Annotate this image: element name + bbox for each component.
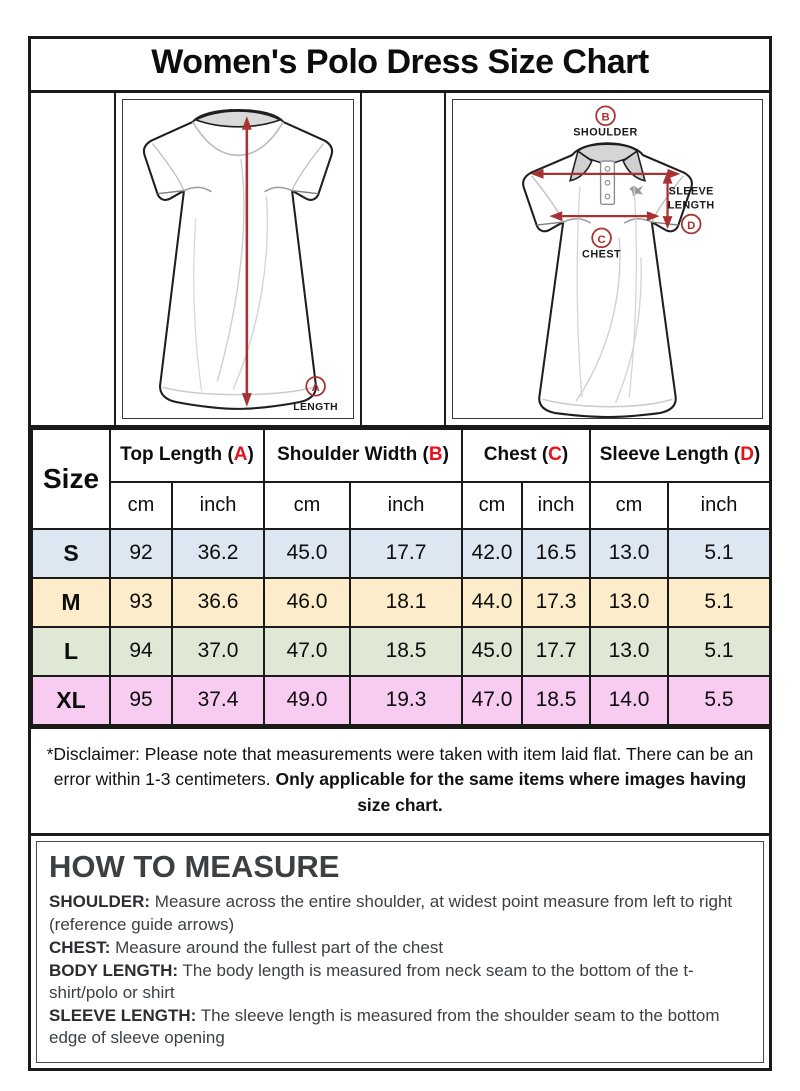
unit-header: inch (668, 482, 770, 529)
size-table (31, 428, 771, 726)
how-to-measure-heading: HOW TO MEASURE (49, 849, 340, 885)
col-header-top-length: Top Length (A) (110, 429, 264, 482)
illustration-left-gutter (31, 93, 116, 425)
cell-value: 45.0 (264, 529, 350, 578)
cell-value: 13.0 (590, 529, 668, 578)
cell-value: 47.0 (462, 676, 522, 725)
col-header-shoulder-width: Shoulder Width (B) (264, 429, 462, 482)
how-to-measure-item-shoulder (49, 891, 751, 935)
cell-value: 92 (110, 529, 172, 578)
cell-value: 5.1 (668, 529, 770, 578)
cell-value: 14.0 (590, 676, 668, 725)
cell-value: 13.0 (590, 627, 668, 676)
cell-value: 45.0 (462, 627, 522, 676)
illustration-dress-back-cell (116, 93, 362, 425)
unit-header: inch (172, 482, 264, 529)
illustration-polo-front-cell (446, 93, 769, 425)
svg-text:SHOULDER: SHOULDER (573, 126, 638, 139)
cell-value: 19.3 (350, 676, 462, 725)
cell-value: 36.6 (172, 578, 264, 627)
unit-header: cm (462, 482, 522, 529)
svg-text:LENGTH: LENGTH (667, 198, 715, 211)
row-size-label: L (32, 627, 110, 676)
cell-value: 49.0 (264, 676, 350, 725)
cell-value: 95 (110, 676, 172, 725)
disclaimer-note (31, 726, 769, 837)
col-header-sleeve-length: Sleeve Length (D) (590, 429, 770, 482)
measure-label: CHEST: (49, 937, 111, 957)
col-header-size: Size (32, 429, 110, 529)
cell-value: 17.3 (522, 578, 590, 627)
svg-text:D: D (687, 219, 696, 232)
cell-value: 5.1 (668, 578, 770, 627)
unit-header: inch (350, 482, 462, 529)
measure-label: SLEEVE LENGTH: (49, 1005, 197, 1025)
unit-header: cm (110, 482, 172, 529)
svg-text:CHEST: CHEST (582, 248, 622, 261)
how-to-measure-item-body-length (49, 960, 751, 1004)
polo-front-icon (453, 100, 762, 418)
cell-value: 94 (110, 627, 172, 676)
table-row (32, 627, 770, 676)
table-row (32, 529, 770, 578)
cell-value: 37.4 (172, 676, 264, 725)
cell-value: 18.5 (350, 627, 462, 676)
size-chart-container (28, 36, 772, 1071)
how-to-measure-item-sleeve-length (49, 1005, 751, 1049)
cell-value: 44.0 (462, 578, 522, 627)
svg-text:SLEEVE: SLEEVE (668, 185, 714, 198)
cell-value: 37.0 (172, 627, 264, 676)
cell-value: 16.5 (522, 529, 590, 578)
dress-back-icon (123, 100, 353, 418)
how-to-measure-item-chest (49, 937, 751, 959)
table-header-groups (32, 429, 770, 482)
disclaimer-bold-text: Only applicable for the same items where images having size chart. (275, 769, 747, 815)
cell-value: 46.0 (264, 578, 350, 627)
cell-value: 17.7 (350, 529, 462, 578)
table-header-units (32, 482, 770, 529)
measure-text: Measure across the entire shoulder, at widest point measure from left to right (reference guide arrows) (49, 892, 733, 934)
col-header-chest: Chest (C) (462, 429, 590, 482)
svg-text:C: C (597, 233, 606, 246)
illustration-row (31, 93, 769, 428)
polo-measure-diagram (452, 99, 763, 419)
cell-value: 93 (110, 578, 172, 627)
row-size-label: S (32, 529, 110, 578)
svg-text:LENGTH: LENGTH (293, 401, 339, 413)
cell-value: 18.1 (350, 578, 462, 627)
svg-text:B: B (601, 111, 610, 124)
row-size-label: XL (32, 676, 110, 725)
cell-value: 36.2 (172, 529, 264, 578)
page-title: Women's Polo Dress Size Chart (151, 43, 649, 81)
measure-text: The body length is measured from neck seam to the bottom of the t-shirt/polo or shirt (49, 960, 694, 1002)
measure-label: BODY LENGTH: (49, 960, 179, 980)
measure-text: Measure around the fullest part of the chest (110, 937, 444, 957)
unit-header: cm (264, 482, 350, 529)
cell-value: 13.0 (590, 578, 668, 627)
disclaimer-text: *Disclaimer: Please note that measurements were taken with item laid flat. There can be an error within 1-3 centimeters. (46, 743, 754, 790)
cell-value: 5.5 (668, 676, 770, 725)
row-size-label: M (32, 578, 110, 627)
cell-value: 18.5 (522, 676, 590, 725)
how-to-measure-section (36, 841, 764, 1063)
unit-header: inch (522, 482, 590, 529)
svg-text:A: A (311, 381, 320, 394)
measure-text: The sleeve length is measured from the shoulder seam to the bottom edge of sleeve opening (49, 1005, 720, 1047)
size-table-body (32, 529, 770, 725)
dress-length-diagram (122, 99, 354, 419)
cell-value: 47.0 (264, 627, 350, 676)
chart-title-row (31, 39, 769, 93)
table-row (32, 578, 770, 627)
illustration-middle-gutter (362, 93, 446, 425)
measure-label: SHOULDER: (49, 892, 151, 912)
cell-value: 5.1 (668, 627, 770, 676)
cell-value: 42.0 (462, 529, 522, 578)
unit-header: cm (590, 482, 668, 529)
table-row (32, 676, 770, 725)
cell-value: 17.7 (522, 627, 590, 676)
